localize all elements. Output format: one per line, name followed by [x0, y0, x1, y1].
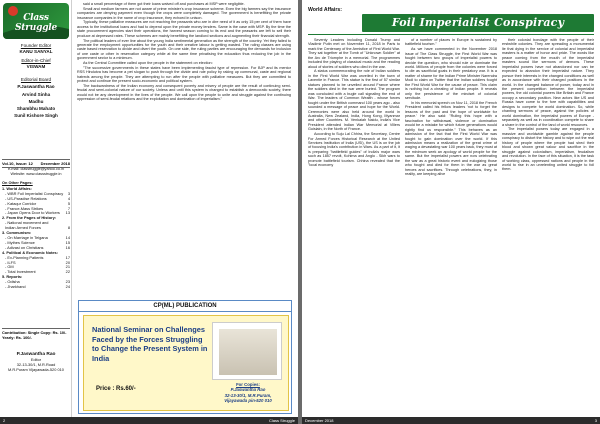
article-column	[77, 66, 291, 102]
board-member: P.Jaswantha Rao	[17, 84, 55, 90]
toc-entry-title: - Japan Opens Door to Workers	[5, 210, 60, 216]
headline-rule	[308, 34, 594, 35]
toc-entry-page: 3	[67, 190, 70, 196]
toc-entry-title: - France-Mass Strikes	[5, 205, 44, 211]
toc-list	[2, 187, 70, 290]
issue-date: December 2018	[40, 161, 70, 166]
publisher-role: Editor	[30, 357, 42, 362]
toc-entry-page: 15	[65, 239, 70, 245]
toc-section: 2. From the Pages of History:	[2, 215, 57, 221]
toc-entry-page: 7	[67, 205, 70, 211]
ad-contact-address: 32-13-30/1, M.R.Puram,	[224, 392, 272, 398]
article-column-2	[405, 38, 497, 414]
issue-date-footer: December 2018	[305, 418, 334, 423]
board-member: Madhu	[28, 98, 44, 104]
board-member: Arvind Sinha	[21, 91, 51, 97]
volume-issue: Vol.10, Issue: 12	[2, 161, 33, 166]
publisher-address: 32-13-30/1, M.R.Road	[16, 362, 56, 367]
headline: Foil Imperialist Conspiracy	[391, 16, 565, 29]
ad-contact-city: Vijayawada pin-520 010	[224, 398, 272, 404]
page-number: 3	[594, 418, 597, 423]
article-column-1	[308, 38, 400, 414]
headline-banner	[362, 14, 594, 32]
ad-header: CP(ML) PUBLICATION	[79, 301, 291, 312]
right-page	[302, 0, 600, 424]
book-cover-image	[212, 322, 282, 380]
article-column	[77, 2, 291, 66]
toc-entry-title: - US-Paradise Relations	[5, 195, 47, 201]
toc-entry-page: 20	[65, 259, 70, 265]
paragraph: Seventy Leaders including Donald Trump and Vladimir Putin met on November 11, 2018 in Paris to mark the Centenary of the Armistice of First World War. They sat together at the Tomb of "Unknown Soldier" at the Arc de Triomphe in a memorial. The programmes included the playing of classical music and the reading aloud of stories of soldiers who died in the war.	[308, 38, 400, 69]
toc-section: 1. World Affairs:	[2, 185, 32, 191]
toc-entry-title: - Jharkhand	[5, 284, 26, 290]
toc-entry-title: - On Marriage in Telgana	[5, 234, 48, 240]
paragraph: their colonial bondage with the people of their erstwhile colonies. They are spreading a monumental lie that dying in the service of colonial and imperialist masters is a matter of honor and pride. The words like peace coming from the mouth of the imperialist masters sound like sermons of demons. These imperialist powers have not abandoned nor can be expected to abandon their imperialist nature. They pursue their interests in the changed conditions as well as in accordance with their changed positions in the world. In the changed balance of power, today and in the present competition between the imperialist powers, the old colonial powers like Britain and France occupy a secondary position. New actors like US and Russia have come to the fore with capabilities and designs to compete for world domination. So, while chanting sermons of peace, against the policies of world domination, the imperialist powers of Europe - separately as well as in coordination compete to share a share in the control of the land of world resources.	[502, 38, 594, 127]
left-page	[0, 0, 298, 424]
toc-entry-page: 22	[65, 269, 70, 275]
logo-text: Class Struggle	[14, 13, 58, 33]
editor-name: VISWAM	[26, 64, 46, 69]
publication-advert	[78, 300, 292, 414]
editor-label: Editor-in-Chief	[21, 58, 51, 63]
toc-entry-title: - GM	[5, 264, 14, 270]
toc-entry-page: 8	[67, 225, 70, 231]
toc-title: On Other Pages:	[2, 180, 33, 185]
toc-entry-page: 13	[65, 210, 70, 216]
publisher-name: P.Jaswantha Rao	[16, 352, 56, 357]
left-footer	[0, 417, 298, 424]
ad-body	[83, 315, 289, 411]
paragraph: Typically, these palliative measures are not reaching the peasants who are in dire need of it as only 15 per cent of them have access to the institutional loans and had to depend upon the private money lenders. Same is the case with MSP. By the time the state procurement agencies start their operations, the harvest season coming to its end and the peasants are left to sell their produce at depressed rates. These schemes are mainly benefitting the landlord sections and augmenting their financial strength.	[77, 20, 291, 38]
toc-entry-page: 24	[65, 284, 70, 290]
founder-name: KANU SANYAL	[19, 49, 53, 54]
paragraph: As we have commented in the November 2018 issue of The Class Struggle, the First World War was fought between two groups of imperialist powers to decide the question, who should rule or dominate the world. Millions of people from the colonies were forced to die as sacrificial goats in their predatory war. It is a matter of shame for the Indian Prime Minister Narendra Modi to claim on Twitter that the Indian soldiers fought the First World War for the cause of peace. This claim is nothing but a cheating of Indian people. It reveals only the persistence of the mindset of colonial servitude.	[405, 47, 497, 101]
section-label: World Affairs:	[308, 7, 343, 13]
ad-contact-name: P.Jaswantha Rao	[230, 387, 266, 393]
paragraph: said a small percentage of them got their loans waived off and purchases at MSP were negligible.	[83, 2, 245, 6]
toc-section: 5. Reports:	[2, 274, 23, 280]
toc-entry-title: - ILFS	[5, 259, 16, 265]
ad-copies-label: For Copies:	[236, 382, 260, 387]
toc-entry-title: - Adivasi on Christians	[5, 244, 44, 250]
magazine-name: Class Struggle	[268, 418, 295, 423]
toc-entry-title: - National movement and	[5, 220, 49, 226]
article-column-3	[502, 38, 594, 414]
table-of-contents	[2, 181, 70, 290]
toc-entry-page: 4	[67, 195, 70, 201]
paragraph: of a number of places in Europe is sustained by battlefield tourism."	[405, 38, 497, 47]
masthead-sidebar	[0, 0, 72, 424]
paragraph: The political leaders of ever line about the young India sentimental generation as the strength of the country. Yet they failed to generate the employment opportunities for the youth and their creative labour is getting wasted. The ruling classes are using caste based reservation to divide and divert the youth. On one side, the ruling parties are encouraging the demands for inclusion of one caste or other in reservation category while at the same time privatising the education thus reducing the job in the government sector to a minimum.	[77, 38, 291, 61]
toc-section: 3. Communism:	[2, 230, 32, 236]
toc-entry-page: 17	[65, 254, 70, 260]
board-member: Sunil Kishore Singh	[14, 113, 58, 119]
toc-entry-page: 5	[67, 200, 70, 206]
paragraph: As the Central Committee called upon the people in the statement on election:	[83, 61, 213, 66]
ad-price: Price : Rs.60/-	[96, 386, 136, 392]
toc-entry-title: - Kataqur Corridor	[5, 200, 37, 206]
paragraph: According to Suju Lal Chhira, the Secretary, Centre For Armed Forces Historical Research at the United Services Institution of India (USI), the US is on the job of focusing India's contribution in Wars. As a part of it, it is preparing "battlefield guides" of India's major wars such as 1857 revolt, Kohima and Anglo - Sikh wars to promote battlefield tourism. Chhina revealed that the "local economy	[308, 132, 400, 168]
publisher-block	[2, 352, 70, 372]
founder-label: Founder Editor	[20, 43, 52, 48]
publisher-city: M.R.Puram Vijayawada-520 010	[8, 367, 64, 372]
website-link[interactable]: Website: www.classstruggle.in	[10, 172, 62, 176]
toc-entry-title: Indian Armed Forces	[5, 225, 41, 231]
paragraph: A status commemorating the role of Indian soldiers in the First World War was unveiled in the town of Laventie in France. This statue is the first of 57 similar statues planned to be unveiled around France where the soldiers died in the war were buried. The program was concluded with a bugle call signaling the end of War. The leaders of Common Wealth - whose forces fought under the British command 100 years ago - also sounded a message of peace and hope for the World. Ceremonies were also held around the world in Australia, New Zealand, India, Hong Kong, Myanmar and other Countries. M. Venkaiah Naidu, India's Vice President attended Indian War Memorial at Villers Guislain, in the North of France.	[308, 69, 400, 132]
left-article-body	[77, 2, 291, 298]
editorial-board	[2, 76, 70, 120]
editor-block	[2, 58, 70, 70]
paragraph: "The successive governments in these states have been implementing fascist type of repression. For BJP and its mentor RSS Hindutva has become a pet slogan to push through the divide and rule policy by raking up communal, caste and regional hatreds among the people. They are attempting to run after the people with palliative measures. But they are committed to protect and continue the present socio-economic and political system.	[77, 65, 291, 84]
board-label: Editorial Board	[20, 77, 52, 82]
ad-title: National Seminar on Challenges Faced by the Forces Struggling to Change the Present System in India	[92, 325, 208, 363]
founder-block	[2, 43, 70, 55]
toc-entry-page: 23	[65, 279, 70, 285]
paragraph: The imperialist powers today are engaged in a massive and worldwide gamble against the people conspiracy to distort the history and to wipe out the real history of people where the people had shed their blood and shown great valour and sacrifice in the struggle against colonialism, imperialism, feudalism and revolution. In the face of this situation, it is the task of working class, oppressed nations and people in the world to rise in an unrelenting united struggle to foil them.	[502, 127, 594, 172]
board-member: Shambhu Mahato	[16, 106, 56, 112]
class-struggle-logo	[3, 3, 69, 39]
ad-contacts	[208, 382, 288, 404]
paragraph: Small and medium farmers are not aware of prime minister's crop insurance scheme. Even the big farmers say the insurance companies are denying payment even though the crops were completely damaged. The government is benefitting the private insurance companies in the name of crop insurance, they echoed in unison.	[77, 6, 291, 20]
toc-entry-page: 16	[65, 244, 70, 250]
toc-entry-title: - Ex-Planning Patients	[5, 254, 44, 260]
toc-entry-page: 14	[65, 234, 70, 240]
toc-entry	[2, 285, 70, 290]
contact-block	[2, 167, 70, 177]
toc-entry-title: - Odisha	[5, 279, 20, 285]
right-footer	[302, 417, 600, 424]
toc-entry-page: 21	[65, 264, 70, 270]
contribution-info: Contribution: Single Copy: Rs. 10/- Yearly: Rs. 100/-	[2, 328, 70, 340]
page-number: 2	[3, 418, 6, 423]
toc-entry-title: - WBR Foil Imperialist Conspiracy	[5, 190, 64, 196]
paragraph: In his memorial speech on Nov 11, 2018 the French President called his fellow leaders 'not to forget the lessons of the past and the hope of worldwide for peace.' He also said: "Ruling this hope with a fascination for withdrawal, violence or domination would be a mistake for which future generations would rightly find us responsible." This behaves as an admission of the fact that the First World War was fought to gain domination over the world. If this admission means a realization of the great crime of waging a devastating war 100 years back, they must at the minimum seek an apology of world people for the same. But the imperialist powers are now celebrating the war as a great historic event and eulogizing those who fought and died for them in the war as great heroes and sacrifices. Through celebrations, they, in reality, are keeping alive	[405, 100, 497, 177]
paragraph: The backwardness of the Indian economy and consequent poverty and misery of people are the result of continuing semi-feudal and semi-colonial nature of our society. Unless and until this system is changed to establish a democratic society, there would not be any development in the lives of the people. We call upon the people to unite and struggle against the continuing oppression of semi-feudal relations and the exploitation and domination of imperialism."	[77, 83, 291, 102]
toc-entry-title: - Mythes Science	[5, 239, 35, 245]
toc-entry-title: - Total Investment	[5, 269, 36, 275]
toc-section: 4. Political & Economic Notes:	[2, 249, 58, 255]
email-link[interactable]: e-mail: classtruggle@yahoo.co.in	[8, 167, 64, 171]
